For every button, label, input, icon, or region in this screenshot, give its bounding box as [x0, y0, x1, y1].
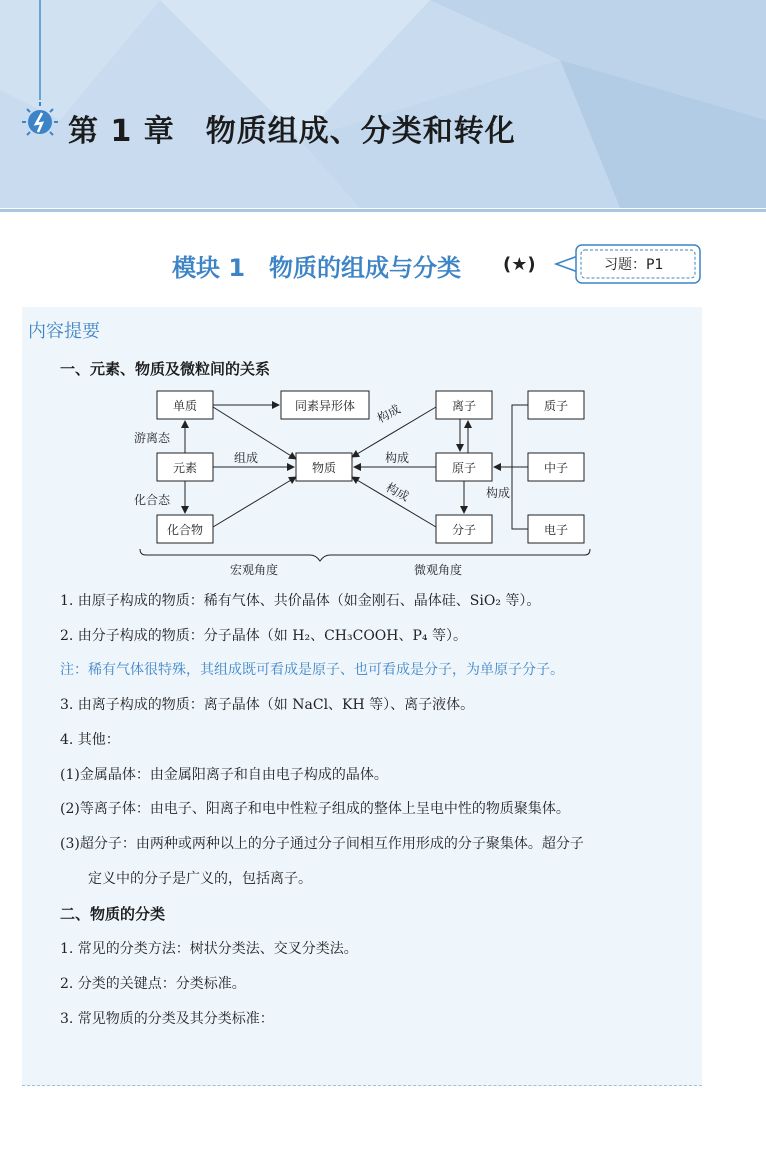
node-fenzi: 分子 [451, 523, 477, 537]
node-lizi: 离子 [451, 399, 477, 413]
chapter-title: 第 1 章 物质组成、分类和转化 [68, 114, 516, 149]
label-zucheng: 组成 [234, 451, 259, 465]
label-goucheng-mol: 构成 [383, 480, 412, 504]
node-yuanzi: 原子 [451, 461, 477, 475]
section1-heading: 一、元素、物质及微粒间的关系 [60, 360, 271, 378]
paragraph: 4. 其他： [60, 732, 120, 748]
module-title: 模块 1 物质的组成与分类 [172, 254, 462, 282]
paragraph: (3)超分子：由两种或两种以上的分子通过分子间相互作用形成的分子聚集体。超分子 [60, 836, 584, 852]
paragraph: 定义中的分子是广义的，包括离子。 [88, 871, 312, 887]
node-dianzi: 电子 [543, 523, 569, 537]
label-hongguan: 宏观角度 [230, 563, 279, 577]
label-huahetai: 化合态 [134, 493, 171, 507]
difficulty-star: (★) [503, 254, 536, 275]
lightbulb-icon [18, 100, 62, 144]
section2-heading: 二、物质的分类 [60, 905, 166, 923]
node-yuansu: 元素 [172, 461, 198, 475]
node-danzhi: 单质 [172, 399, 198, 413]
label-goucheng-atom: 构成 [385, 451, 410, 465]
note-paragraph: 注：稀有气体很特殊，其组成既可看成是原子、也可看成是分子，为单原子分子。 [60, 662, 564, 678]
label-goucheng-ion: 构成 [374, 402, 403, 426]
banner-background [0, 0, 766, 208]
label-goucheng-sub: 构成 [486, 486, 511, 500]
label-weiguan: 微观角度 [414, 563, 463, 577]
paragraph: (2)等离子体：由电子、阳离子和电中性粒子组成的整体上呈电中性的物质聚集体。 [60, 801, 570, 817]
paragraph: 3. 由离子构成的物质：离子晶体（如 NaCl、KH 等）、离子液体。 [60, 697, 475, 713]
chapter-banner [0, 0, 766, 208]
paragraph: 3. 常见物质的分类及其分类标准： [60, 1011, 274, 1027]
banner-divider [0, 209, 766, 212]
label-youlitai: 游离态 [134, 431, 171, 445]
node-wuzhi: 物质 [311, 461, 337, 475]
summary-header: 内容提要 [28, 321, 100, 342]
node-zhongzi: 中子 [543, 461, 569, 475]
node-tongsu: 同素异形体 [294, 399, 356, 413]
paragraph: 1. 由原子构成的物质：稀有气体、共价晶体（如金刚石、晶体硅、SiO₂ 等）。 [60, 593, 541, 609]
paragraph: (1)金属晶体：由金属阳离子和自由电子构成的晶体。 [60, 767, 388, 783]
node-zhizi: 质子 [543, 399, 569, 413]
relationship-diagram [130, 385, 600, 577]
exercise-label[interactable]: 习题：P1 [604, 257, 664, 273]
paragraph: 2. 分类的关键点：分类标准。 [60, 976, 246, 992]
node-huahewu: 化合物 [166, 523, 204, 537]
paragraph: 1. 常见的分类方法：树状分类法、交叉分类法。 [60, 941, 358, 957]
paragraph: 2. 由分子构成的物质：分子晶体（如 H₂、CH₃COOH、P₄ 等）。 [60, 628, 467, 644]
